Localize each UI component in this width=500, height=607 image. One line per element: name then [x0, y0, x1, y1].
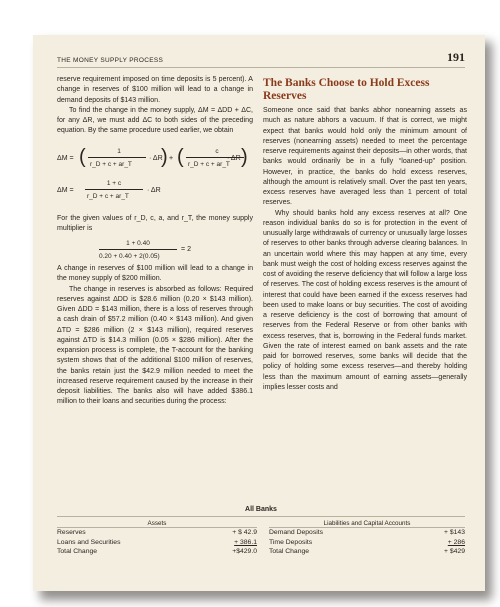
fraction-bar [85, 189, 143, 190]
row-label: Time Deposits [269, 538, 313, 546]
row-value: + 286 [447, 538, 465, 546]
equation-multiplier [57, 234, 253, 264]
table-row [57, 529, 257, 539]
left-column [57, 75, 253, 408]
book-page [33, 35, 485, 591]
table-row [57, 548, 257, 558]
section-title: The Banks Choose to Hold Excess Reserves [263, 77, 430, 102]
equation-money-change [57, 177, 253, 205]
fraction-denominator: r_D + c + ar_T [87, 192, 129, 200]
fraction-bar [99, 249, 177, 250]
paren-open: ( [177, 145, 184, 168]
equation-plus: + [169, 154, 174, 162]
paragraph: To find the change in the money supply, ΔM = ΔDD + ΔC, for any ΔR, we must add ΔC to both sides of the preceding equation. By the same procedure used earlier, we obtain [57, 106, 253, 135]
row-value: + $ 42.9 [232, 529, 257, 536]
fraction-numerator: 1 + 0.40 [126, 240, 150, 247]
paren-close: ) [161, 145, 168, 168]
table-row [269, 548, 465, 558]
paragraph: reserve requirement imposed on time deposits is 5 percent). A change in reserves of $100 million will lead to a change in demand deposits of $143 million. [57, 76, 253, 104]
row-value: + 386.1 [234, 538, 257, 546]
equation-result: = 2 [181, 246, 191, 253]
page-header [57, 52, 465, 68]
row-value: +$429.0 [232, 548, 257, 555]
equation-lhs: ΔM = [57, 154, 74, 162]
row-label: Demand Deposits [269, 529, 324, 536]
row-value: + $143 [444, 529, 465, 536]
paren-open: ( [79, 145, 86, 168]
fraction-numerator: 1 [117, 147, 121, 155]
fraction-bar [88, 157, 146, 158]
paragraph: Someone once said that banks abhor nonearning assets as much as nature abhors a vacuum. If that is correct, we might expect that banks would hold only the minimum amount of reserves (nonearning assets) needed to meet the percentage reserve requirements against their deposits—in other words, that banks would ordinarily be in a fully “loaned-up” position. However, in practice, the banks do hold excess reserves, although the amount is relatively small. Over the past ten years, excess reserves have averaged less than 1 percent of total reserves. [263, 107, 467, 207]
equation-money-change-sum [57, 143, 253, 177]
table-row [269, 539, 465, 549]
equation-term-tail: · ΔR [227, 154, 241, 162]
paragraph: For the given values of r_D, c, a, and r_T, the money supply multiplier is [57, 214, 253, 232]
running-title: THE MONEY SUPPLY PROCESS [57, 57, 164, 64]
row-label: Total Change [57, 548, 98, 555]
equation-lhs: ΔM = [57, 186, 74, 194]
right-column [263, 75, 467, 393]
t-account-title: All Banks [245, 506, 277, 513]
fraction-denominator: 0.20 + 0.40 + 2(0.05) [99, 253, 160, 260]
assets-column [57, 520, 257, 558]
fraction-numerator: c [215, 147, 219, 155]
divider [57, 516, 465, 517]
paragraph: Why should banks hold any excess reserves at all? One reason individual banks do so is for protection in the event of unusually large withdrawals of currency or unusually large losses of reserves to other banks through adverse clearing balances. In an uncertain world where this may happen at any time, every bank must weigh the cost of holding excess reserves against the cost of avoiding the reserve deficiency that will follow a large loss of reserves. The cost of holding excess reserves is the amount of interest that could have been earned if the excess reserves had been used to make loans or buy securities. The cost of avoiding a reserve deficiency is the cost of borrowing that amount of reserves from the Federal Reserve or from other banks with excess reserves, that is, borrowing in the Federal funds market. Given the rate of interest earned on bank assets and the rate paid for borrowed reserves, some banks will decide that the policy of holding some excess reserves—and thereby holding less than the maximum amount of earning assets—generally implies lesser costs and [263, 209, 467, 391]
table-row [269, 529, 465, 539]
row-label: Total Change [269, 548, 310, 555]
fraction-numerator: 1 + c [106, 179, 122, 187]
page-number: 191 [447, 50, 465, 64]
equation-term-tail: · ΔR [149, 154, 163, 162]
liabilities-header: Liabilities and Capital Accounts [269, 520, 465, 528]
fraction-denominator: r_D + c + ar_T [188, 160, 230, 168]
fraction-denominator: r_D + c + ar_T [90, 160, 132, 168]
paragraph: A change in reserves of $100 million will lead to a change in the money supply of $200 million. [57, 265, 253, 283]
row-value: + $429 [444, 548, 465, 555]
table-row [57, 539, 257, 549]
row-label: Reserves [57, 529, 86, 536]
equation-term-tail: · ΔR [147, 186, 161, 194]
row-label: Loans and Securities [57, 538, 121, 546]
paragraph: The change in reserves is absorbed as follows: Required reserves against ΔDD is $28.6 million (0.20 × $143 million). Given ΔDD = $143 million, there is a loss of reserves through a cash drain of $57.2 million (0.40 × $143 million). And given ΔTD = $286 million (2 × $143 million), required reserves against ΔTD is $14.3 million (0.05 × $286 million). After the expansion process is complete, the T-account for the banking system shows that of the additional $100 million of reserves, the banks retain just the $42.9 million needed to meet the increased reserve requirement caused by the increase in their deposit liabilities. The banks also will have added $386.1 million to their loans and securities during the process: [57, 285, 253, 406]
assets-header: Assets [57, 520, 257, 528]
liabilities-column [269, 520, 465, 558]
paren-close: ) [241, 145, 248, 168]
